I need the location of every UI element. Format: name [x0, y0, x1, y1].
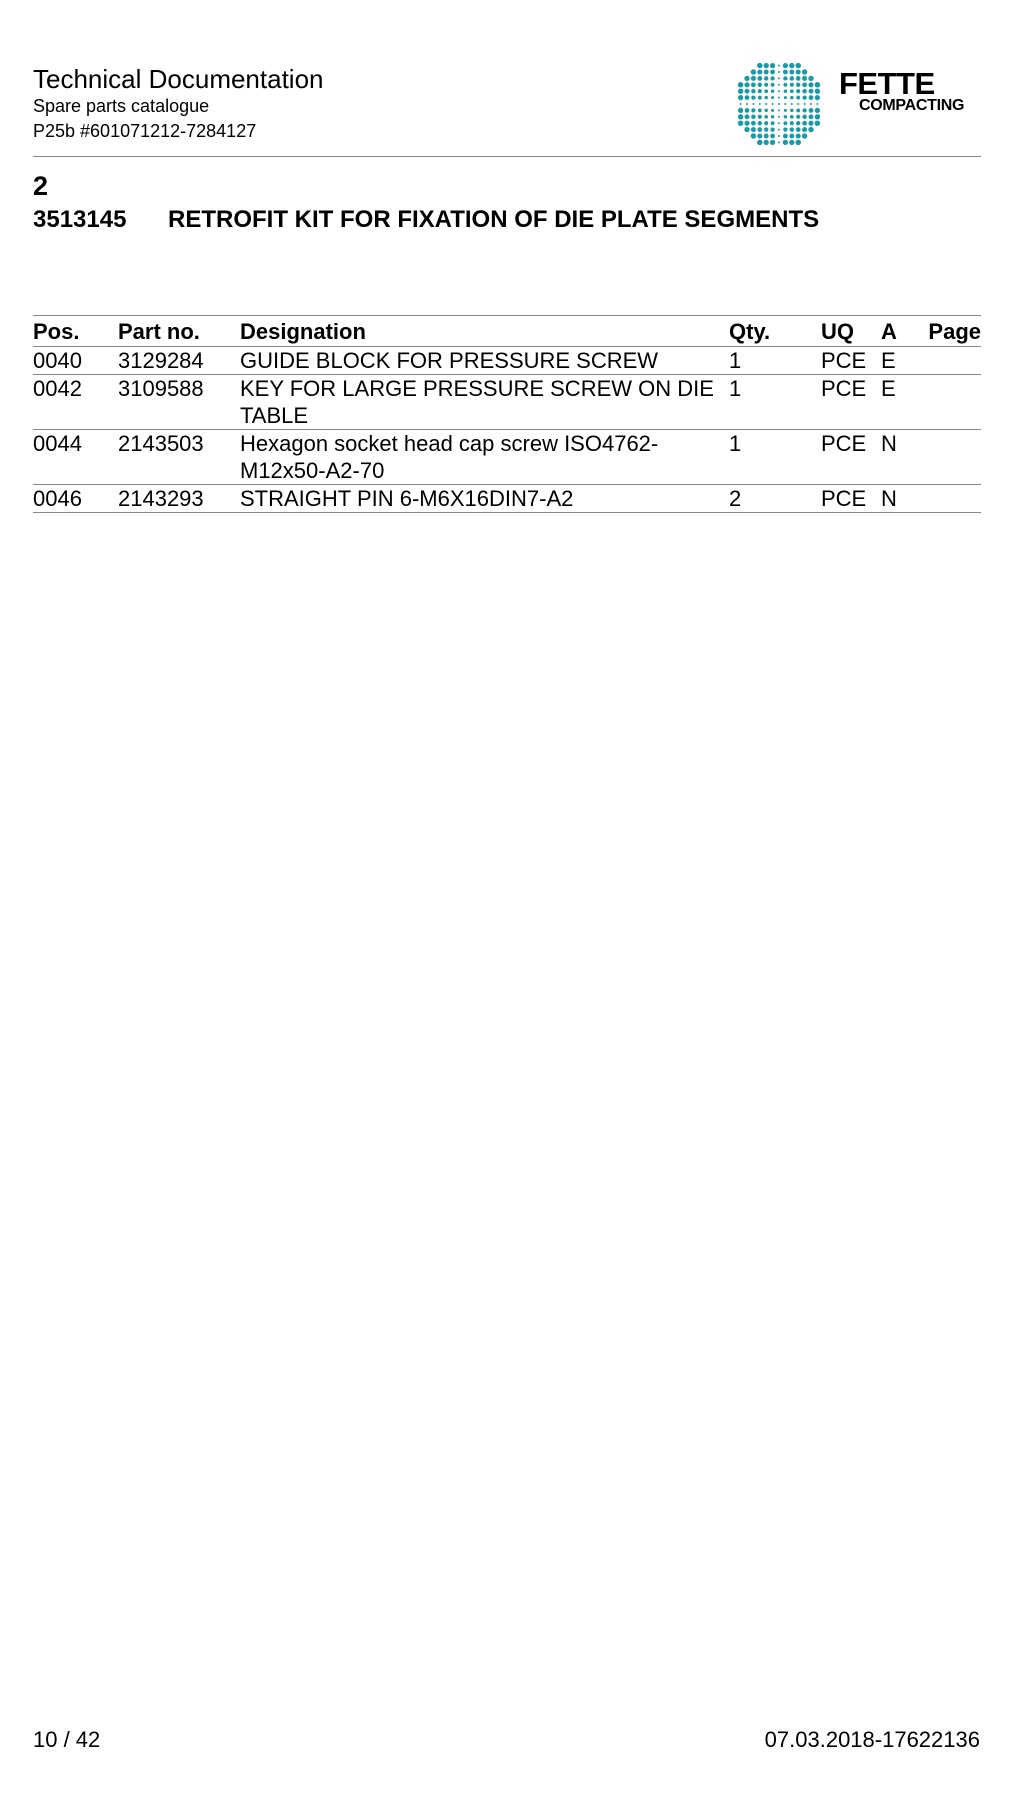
- section-heading: [33, 205, 819, 235]
- cell-pos: 0042: [33, 375, 118, 430]
- logo-dot: [815, 114, 820, 119]
- logo-dot: [751, 89, 755, 93]
- table-row: [33, 375, 981, 430]
- logo-dot: [770, 134, 775, 139]
- logo-dot: [772, 103, 774, 105]
- logo-dot: [815, 82, 821, 88]
- logo-dot: [808, 121, 813, 126]
- logo-dot: [758, 89, 762, 93]
- logo-dot: [764, 127, 768, 131]
- parts-table: [33, 315, 981, 513]
- cell-uq: PCE: [821, 375, 881, 430]
- cell-designation: GUIDE BLOCK FOR PRESSURE SCREW: [240, 347, 729, 375]
- column-header-a: A: [881, 316, 919, 347]
- logo-dot: [783, 70, 788, 75]
- logo-dot: [740, 103, 742, 105]
- table-row: [33, 485, 981, 513]
- logo-dot: [771, 96, 774, 99]
- logo-dot: [778, 90, 780, 92]
- cell-qty: 1: [729, 347, 821, 375]
- page-number: 10 / 42: [33, 1727, 101, 1752]
- logo-dot: [744, 82, 749, 87]
- dotted-globe-icon: [733, 58, 825, 150]
- logo-dot: [757, 127, 762, 132]
- logo-dot: [738, 108, 743, 113]
- logo-dot: [770, 70, 775, 75]
- logo-dot: [771, 89, 774, 92]
- logo-dot: [815, 95, 820, 100]
- cell-part-no: 2143293: [118, 485, 240, 513]
- logo-dot: [757, 133, 762, 138]
- cell-part-no: 3129284: [118, 347, 240, 375]
- logo-dot: [804, 103, 806, 105]
- logo-dot: [802, 76, 807, 81]
- cell-pos: 0044: [33, 430, 118, 485]
- logo-dot: [796, 96, 800, 100]
- logo-dot: [778, 109, 780, 111]
- logo-dot: [751, 76, 756, 81]
- logo-dot: [758, 96, 762, 100]
- cell-qty: 1: [729, 375, 821, 430]
- cell-a: E: [881, 375, 919, 430]
- logo-dot: [809, 114, 814, 119]
- logo-dot: [765, 103, 767, 105]
- document-subtitle: Spare parts catalogue: [33, 96, 210, 116]
- logo-dot: [778, 84, 780, 86]
- logo-dot: [738, 95, 743, 100]
- logo-dot: [764, 109, 767, 112]
- logo-dot: [770, 63, 775, 68]
- logo-dot: [796, 121, 800, 125]
- logo-dot: [778, 135, 780, 137]
- column-header-qty: Qty.: [729, 316, 821, 347]
- logo-dot: [783, 134, 788, 139]
- logo-dot: [796, 76, 801, 81]
- cell-page: [919, 485, 981, 513]
- logo-dot: [745, 95, 750, 100]
- logo-dot: [790, 76, 794, 80]
- logo-dot: [790, 109, 793, 112]
- logo-dot: [816, 103, 818, 105]
- logo-dot: [764, 76, 768, 80]
- logo-dot: [764, 70, 769, 75]
- logo-dot: [778, 122, 780, 124]
- logo-dot: [751, 115, 755, 119]
- logo-dot: [738, 114, 743, 119]
- logo-name: FETTE: [839, 66, 935, 101]
- logo-dot: [764, 121, 768, 125]
- cell-pos: 0040: [33, 347, 118, 375]
- logo-dot: [783, 63, 788, 68]
- logo-dot: [778, 77, 780, 79]
- logo-dot: [751, 82, 756, 87]
- logo-dot: [752, 103, 754, 105]
- logo-dot: [789, 134, 794, 139]
- logo-dot: [802, 121, 807, 126]
- cell-designation: KEY FOR LARGE PRESSURE SCREW ON DIE TABLE: [240, 375, 729, 430]
- logo-dot: [797, 103, 799, 105]
- logo-dot: [802, 89, 806, 93]
- logo-dot: [783, 121, 787, 125]
- logo-dot: [757, 63, 763, 69]
- logo-dot: [802, 69, 807, 74]
- logo-dot: [757, 76, 762, 81]
- column-header-uq: UQ: [821, 316, 881, 347]
- logo-dot: [764, 89, 768, 93]
- logo-dot: [802, 133, 807, 138]
- logo-dot: [778, 116, 780, 118]
- logo-dot: [770, 127, 774, 131]
- logo-dot: [789, 140, 794, 145]
- logo-dot: [764, 96, 767, 99]
- logo-dot: [764, 140, 769, 145]
- table-row: [33, 430, 981, 485]
- column-header-pos: Pos.: [33, 316, 118, 347]
- logo-dot: [738, 89, 743, 94]
- fette-compacting-logo: [733, 58, 983, 150]
- logo-dot: [783, 83, 787, 87]
- logo-dot: [802, 115, 806, 119]
- cell-a: E: [881, 347, 919, 375]
- logo-dot: [778, 141, 780, 143]
- logo-dot: [746, 103, 748, 105]
- logo-subtitle: COMPACTING: [859, 97, 965, 114]
- logo-dot: [796, 83, 800, 87]
- logo-dot: [751, 95, 755, 99]
- document-header: [33, 62, 981, 156]
- logo-dot: [802, 82, 807, 87]
- logo-dot: [784, 103, 786, 105]
- logo-dot: [751, 127, 756, 132]
- logo-dot: [783, 140, 788, 145]
- logo-dot: [751, 133, 756, 138]
- logo-dot: [790, 121, 794, 125]
- logo-dot: [764, 63, 769, 68]
- logo-dot: [791, 103, 793, 105]
- logo-dot: [744, 127, 749, 132]
- logo-dot: [795, 140, 801, 146]
- logo-dot: [744, 76, 749, 81]
- cell-part-no: 3109588: [118, 375, 240, 430]
- logo-dot: [744, 121, 749, 126]
- cell-page: [919, 375, 981, 430]
- logo-dot: [808, 76, 813, 81]
- section-number: 2: [33, 171, 49, 201]
- logo-dot: [810, 103, 812, 105]
- cell-qty: 2: [729, 485, 821, 513]
- logo-dot: [757, 140, 763, 146]
- logo-dot: [751, 69, 756, 74]
- logo-dot: [802, 95, 806, 99]
- logo-dot: [790, 127, 794, 131]
- cell-uq: PCE: [821, 430, 881, 485]
- logo-dot: [745, 89, 750, 94]
- logo-dot: [771, 109, 774, 112]
- cell-page: [919, 430, 981, 485]
- cell-designation: STRAIGHT PIN 6-M6X16DIN7-A2: [240, 485, 729, 513]
- table-row: [33, 347, 981, 375]
- logo-dot: [795, 63, 801, 69]
- cell-designation: Hexagon socket head cap screw ISO4762-M12x50-A2-70: [240, 430, 729, 485]
- logo-dot: [796, 127, 801, 132]
- logo-dot: [796, 133, 801, 138]
- logo-dot: [815, 120, 821, 126]
- logo-dot: [738, 120, 744, 126]
- logo-dot: [783, 127, 787, 131]
- footer-date-reference: 07.03.2018-17622136: [764, 1727, 980, 1752]
- logo-dot: [758, 83, 762, 87]
- logo-dot: [784, 115, 787, 118]
- document-title: Technical Documentation: [33, 64, 324, 94]
- section-title: RETROFIT KIT FOR FIXATION OF DIE PLATE SEGMENTS: [168, 206, 820, 233]
- column-header-page: Page: [919, 316, 981, 347]
- logo-dot: [759, 103, 761, 105]
- logo-dot: [796, 69, 801, 74]
- logo-dot: [790, 115, 794, 119]
- logo-dot: [758, 121, 762, 125]
- logo-dot: [783, 76, 787, 80]
- logo-dot: [809, 108, 814, 113]
- column-header-designation: Designation: [240, 316, 729, 347]
- logo-dot: [802, 108, 806, 112]
- column-header-part-no: Part no.: [118, 316, 240, 347]
- logo-dot: [809, 89, 814, 94]
- cell-uq: PCE: [821, 485, 881, 513]
- logo-dot: [771, 83, 775, 87]
- cell-pos: 0046: [33, 485, 118, 513]
- cell-page: [919, 347, 981, 375]
- logo-dot: [815, 108, 820, 113]
- logo-dot: [808, 127, 813, 132]
- logo-dot: [758, 115, 762, 119]
- logo-dot: [796, 108, 800, 112]
- header-divider: [33, 156, 981, 157]
- logo-dot: [790, 96, 793, 99]
- logo-dot: [778, 97, 780, 99]
- logo-dot: [770, 76, 774, 80]
- section-part-number: 3513145: [33, 206, 127, 233]
- logo-dot: [745, 108, 750, 113]
- logo-dot: [809, 95, 814, 100]
- logo-dot: [738, 82, 744, 88]
- logo-dot: [764, 83, 768, 87]
- table-header-row: [33, 316, 981, 347]
- logo-dot: [778, 103, 780, 105]
- cell-a: N: [881, 485, 919, 513]
- logo-dot: [808, 82, 813, 87]
- logo-dot: [802, 127, 807, 132]
- document-id: P25b #601071212-7284127: [33, 121, 257, 141]
- logo-dot: [784, 89, 787, 92]
- logo-dot: [771, 121, 775, 125]
- logo-dot: [764, 115, 768, 119]
- logo-dot: [796, 115, 800, 119]
- cell-qty: 1: [729, 430, 821, 485]
- logo-dot: [770, 140, 775, 145]
- cell-part-no: 2143503: [118, 430, 240, 485]
- logo-dot: [758, 108, 762, 112]
- logo-dot: [757, 69, 762, 74]
- logo-dot: [778, 71, 780, 73]
- cell-a: N: [881, 430, 919, 485]
- logo-dot: [784, 109, 787, 112]
- logo-dot: [815, 89, 820, 94]
- logo-dot: [778, 129, 780, 131]
- logo-dot: [778, 65, 780, 67]
- logo-dot: [784, 96, 787, 99]
- logo-dot: [789, 70, 794, 75]
- logo-dot: [764, 134, 769, 139]
- cell-uq: PCE: [821, 347, 881, 375]
- logo-dot: [790, 89, 794, 93]
- logo-dot: [751, 108, 755, 112]
- logo-dot: [771, 115, 774, 118]
- logo-dot: [796, 89, 800, 93]
- logo-dot: [751, 121, 756, 126]
- logo-dot: [745, 114, 750, 119]
- logo-dot: [789, 63, 794, 68]
- logo-dot: [790, 83, 794, 87]
